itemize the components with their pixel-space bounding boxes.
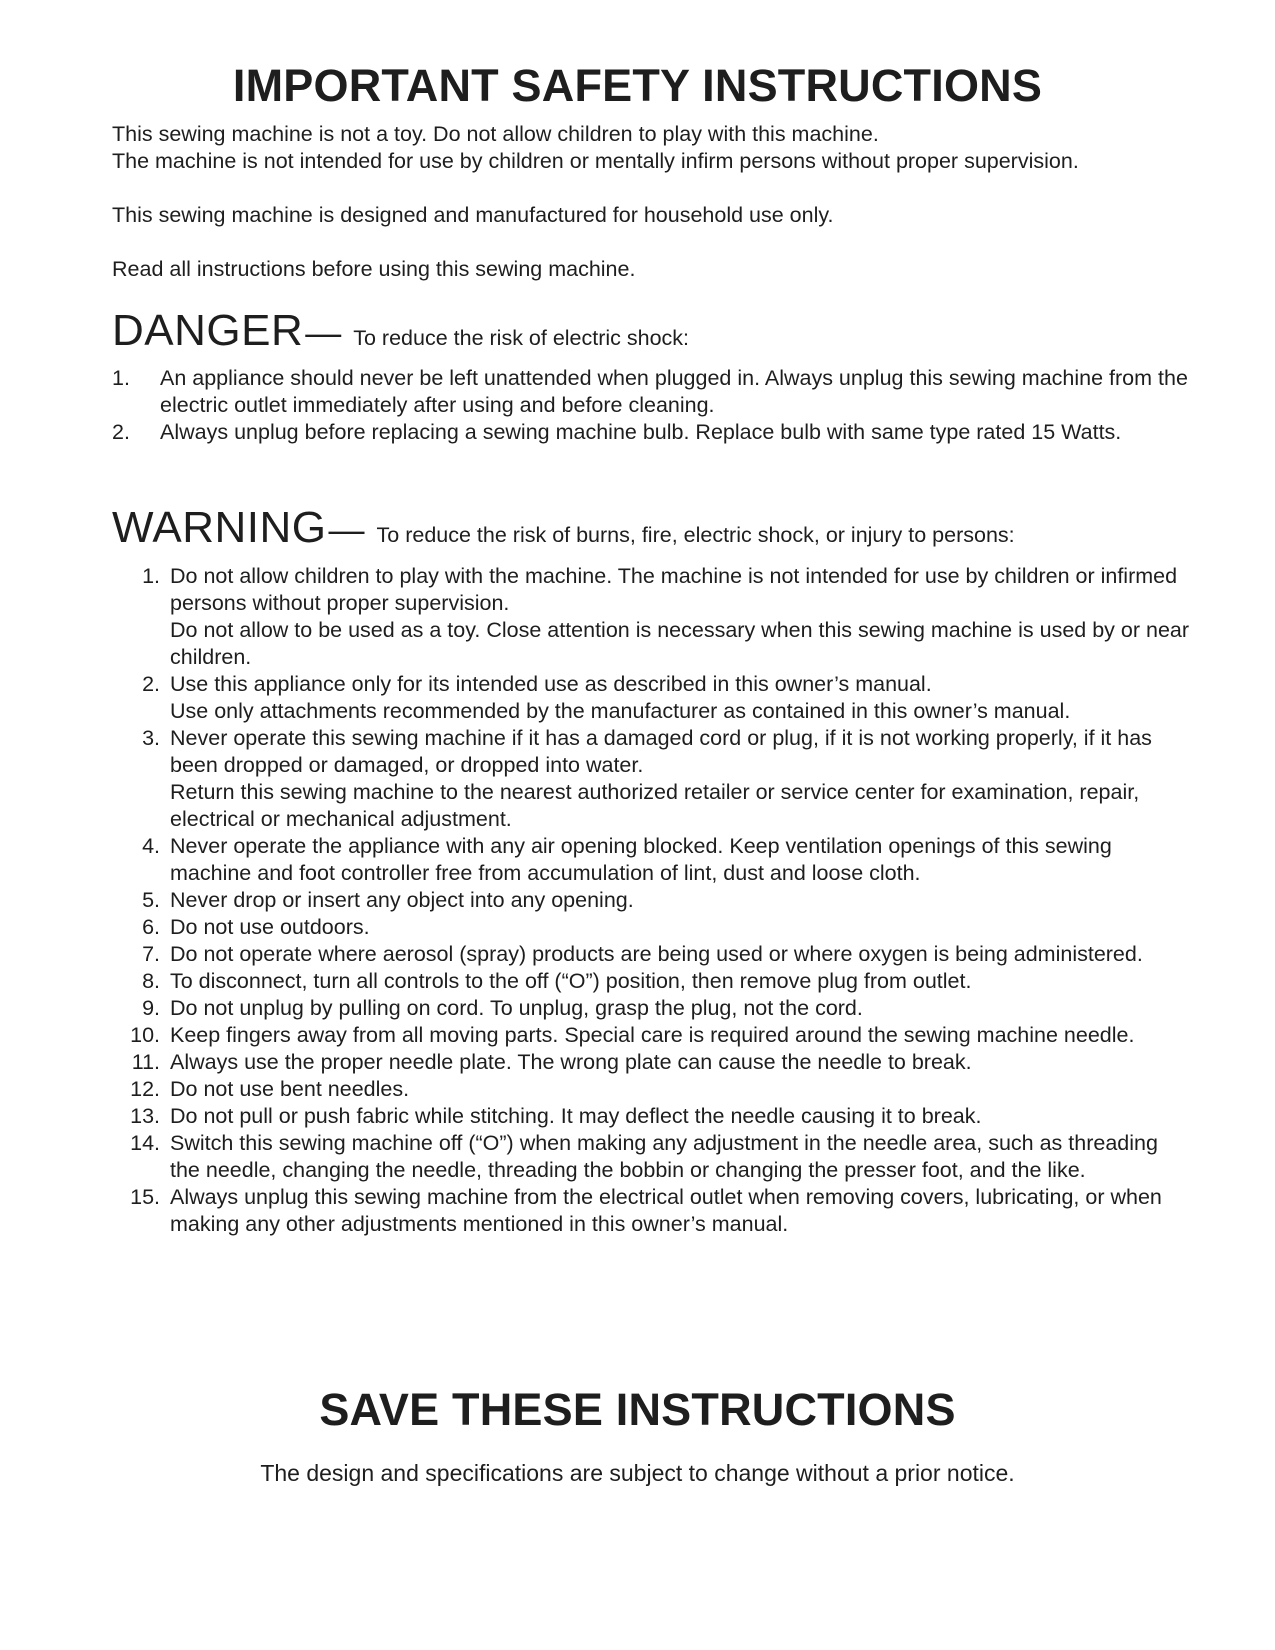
intro-line: This sewing machine is not a toy. Do not allow children to play with this machine. xyxy=(112,122,879,146)
list-item xyxy=(112,365,1192,419)
item-text: Do not unplug by pulling on cord. To unplug, grasp the plug, not the cord. xyxy=(170,996,863,1020)
item-text: Always unplug before replacing a sewing machine bulb. Replace bulb with same type rated 15 Watts. xyxy=(160,420,1122,444)
item-text: Keep fingers away from all moving parts. Special care is required around the sewing machine needle. xyxy=(170,1023,1135,1047)
list-item xyxy=(112,995,1192,1022)
item-number: 8. xyxy=(142,969,160,993)
intro-line: The machine is not intended for use by children or mentally infirm persons without proper supervision. xyxy=(112,149,1079,173)
item-text: Do not allow children to play with the machine. The machine is not intended for use by children or infirmed persons without proper supervision. xyxy=(170,564,1178,615)
list-item xyxy=(112,1049,1192,1076)
item-number: 11. xyxy=(131,1050,160,1074)
warning-dash: — xyxy=(328,509,365,550)
danger-list xyxy=(112,365,1192,446)
danger-label: DANGER xyxy=(112,306,304,355)
list-item xyxy=(112,1022,1192,1049)
item-number: 1. xyxy=(142,564,160,588)
warning-label: WARNING xyxy=(112,503,327,552)
danger-subtitle: To reduce the risk of electric shock: xyxy=(353,326,690,350)
danger-dash: — xyxy=(305,312,342,353)
intro-line: This sewing machine is designed and manufactured for household use only. xyxy=(112,203,834,227)
item-text-continued: Do not allow to be used as a toy. Close attention is necessary when this sewing machine is used by or near children. xyxy=(170,618,1190,669)
list-item xyxy=(112,725,1192,833)
item-number: 15. xyxy=(130,1185,160,1209)
item-number: 2. xyxy=(142,672,160,696)
list-item xyxy=(112,419,1192,446)
item-text: Switch this sewing machine off (“O”) when making any adjustment in the needle area, such as threading the needle, changing the needle, threading the bobbin or changing the presser foot, and the like. xyxy=(170,1131,1158,1182)
item-number: 13. xyxy=(130,1104,160,1128)
item-text: Never operate this sewing machine if it has a damaged cord or plug, if it is not working properly, if it has been dropped or damaged, or dropped into water. xyxy=(170,726,1152,777)
item-number: 9. xyxy=(142,996,160,1020)
item-number: 12. xyxy=(130,1077,160,1101)
intro-section xyxy=(112,121,1192,283)
item-text: Do not pull or push fabric while stitching. It may deflect the needle causing it to break. xyxy=(170,1104,982,1128)
item-text: An appliance should never be left unattended when plugged in. Always unplug this sewing machine from the electric outlet immediately after using and before cleaning. xyxy=(160,366,1188,417)
item-number: 14. xyxy=(130,1131,160,1155)
list-item xyxy=(112,1103,1192,1130)
item-number: 5. xyxy=(142,888,160,912)
item-text: Do not use bent needles. xyxy=(170,1077,410,1101)
list-item xyxy=(112,1184,1192,1238)
warning-list xyxy=(112,563,1192,1238)
item-number: 3. xyxy=(142,726,160,750)
item-number: 4. xyxy=(142,834,160,858)
danger-heading xyxy=(112,306,689,356)
footer-notice: The design and specifications are subject to change without a prior notice. xyxy=(260,1460,1015,1486)
page-title: IMPORTANT SAFETY INSTRUCTIONS xyxy=(232,60,1043,111)
item-text: Do not use outdoors. xyxy=(170,915,370,939)
item-text: Always unplug this sewing machine from the electrical outlet when removing covers, lubricating, or when making any other adjustments mentioned in this owner’s manual. xyxy=(170,1185,1162,1236)
warning-subtitle: To reduce the risk of burns, fire, electric shock, or injury to persons: xyxy=(376,523,1015,547)
list-item xyxy=(112,941,1192,968)
warning-heading xyxy=(112,503,1015,553)
item-text: Never operate the appliance with any air opening blocked. Keep ventilation openings of this sewing machine and foot controller free from accumulation of lint, dust and loose cloth. xyxy=(170,834,1112,885)
item-text: Never drop or insert any object into any opening. xyxy=(170,888,634,912)
list-item xyxy=(112,1076,1192,1103)
list-item xyxy=(112,968,1192,995)
list-item xyxy=(112,563,1192,671)
list-item xyxy=(112,671,1192,725)
item-number: 6. xyxy=(142,915,160,939)
item-number: 2. xyxy=(112,420,130,444)
list-item xyxy=(112,833,1192,887)
item-text-continued: Return this sewing machine to the nearest authorized retailer or service center for examination, repair, electrical or mechanical adjustment. xyxy=(170,780,1140,831)
list-item xyxy=(112,887,1192,914)
intro-line: Read all instructions before using this sewing machine. xyxy=(112,257,636,281)
item-text-continued: Use only attachments recommended by the manufacturer as contained in this owner’s manual. xyxy=(170,699,1071,723)
item-text: Use this appliance only for its intended use as described in this owner’s manual. xyxy=(170,672,932,696)
item-text: Always use the proper needle plate. The wrong plate can cause the needle to break. xyxy=(170,1050,972,1074)
item-number: 10. xyxy=(130,1023,160,1047)
item-number: 1. xyxy=(112,366,130,390)
item-text: To disconnect, turn all controls to the off (“O”) position, then remove plug from outlet. xyxy=(170,969,972,993)
list-item xyxy=(112,914,1192,941)
item-text: Do not operate where aerosol (spray) products are being used or where oxygen is being administered. xyxy=(170,942,1143,966)
save-instructions-title: SAVE THESE INSTRUCTIONS xyxy=(319,1384,956,1435)
list-item xyxy=(112,1130,1192,1184)
item-number: 7. xyxy=(142,942,160,966)
